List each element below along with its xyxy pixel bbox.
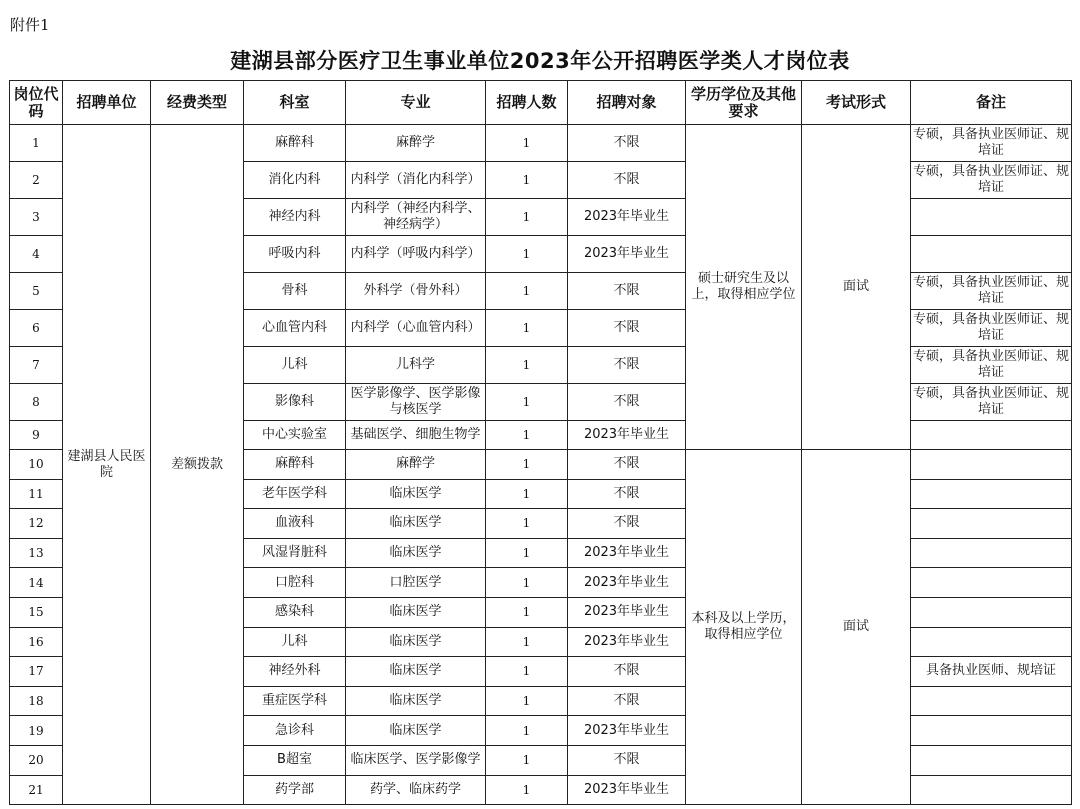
cell-major: 儿科学 [346,347,486,384]
cell-dept: 呼吸内科 [244,236,346,273]
header-note: 备注 [911,81,1072,125]
cell-code: 1 [10,125,63,162]
cell-major: 临床医学 [346,716,486,746]
cell-major: 临床医学、医学影像学 [346,745,486,775]
cell-count: 1 [486,597,568,627]
cell-code: 4 [10,236,63,273]
cell-count: 1 [486,657,568,687]
cell-exam-group2: 面试 [802,450,911,805]
cell-code: 11 [10,479,63,509]
cell-count: 1 [486,745,568,775]
cell-target: 2023年毕业生 [568,627,686,657]
cell-major: 口腔医学 [346,568,486,598]
cell-note [911,236,1072,273]
cell-dept: 重症医学科 [244,686,346,716]
cell-major: 外科学（骨外科） [346,273,486,310]
attachment-label: 附件1 [10,16,50,34]
cell-code: 15 [10,597,63,627]
cell-note [911,627,1072,657]
cell-target: 不限 [568,162,686,199]
cell-count: 1 [486,199,568,236]
cell-target: 不限 [568,686,686,716]
cell-count: 1 [486,347,568,384]
cell-note [911,479,1072,509]
cell-code: 14 [10,568,63,598]
cell-dept: 心血管内科 [244,310,346,347]
cell-edu-group1: 硕士研究生及以上，取得相应学位 [686,125,802,450]
cell-major: 麻醉学 [346,125,486,162]
cell-target: 2023年毕业生 [568,236,686,273]
cell-code: 9 [10,421,63,450]
header-dept: 科室 [244,81,346,125]
cell-note: 具备执业医师、规培证 [911,657,1072,687]
cell-target: 2023年毕业生 [568,716,686,746]
cell-target: 不限 [568,310,686,347]
cell-target: 不限 [568,745,686,775]
cell-note [911,199,1072,236]
cell-edu-group2: 本科及以上学历，取得相应学位 [686,450,802,805]
cell-count: 1 [486,716,568,746]
cell-count: 1 [486,686,568,716]
cell-dept: 老年医学科 [244,479,346,509]
cell-target: 2023年毕业生 [568,199,686,236]
cell-target: 不限 [568,657,686,687]
cell-dept: 神经外科 [244,657,346,687]
cell-code: 6 [10,310,63,347]
cell-note [911,450,1072,480]
cell-code: 19 [10,716,63,746]
cell-target: 不限 [568,125,686,162]
cell-exam-group1: 面试 [802,125,911,450]
cell-count: 1 [486,421,568,450]
cell-dept: 口腔科 [244,568,346,598]
cell-code: 12 [10,509,63,539]
cell-major: 医学影像学、医学影像与核医学 [346,384,486,421]
cell-code: 21 [10,775,63,805]
cell-note [911,597,1072,627]
page-title: 建湖县部分医疗卫生事业单位2023年公开招聘医学类人才岗位表 [230,49,850,73]
cell-note [911,686,1072,716]
recruitment-table [9,80,1072,805]
header-unit: 招聘单位 [63,81,151,125]
cell-count: 1 [486,162,568,199]
cell-count: 1 [486,509,568,539]
header-edu: 学历学位及其他要求 [686,81,802,125]
cell-major: 内科学（神经内科学、神经病学） [346,199,486,236]
cell-major: 临床医学 [346,479,486,509]
cell-dept: 儿科 [244,627,346,657]
cell-funding: 差额拨款 [151,125,244,805]
cell-note: 专硕，具备执业医师证、规培证 [911,384,1072,421]
cell-count: 1 [486,627,568,657]
cell-dept: 中心实验室 [244,421,346,450]
cell-count: 1 [486,775,568,805]
cell-dept: 感染科 [244,597,346,627]
cell-target: 不限 [568,509,686,539]
header-count: 招聘人数 [486,81,568,125]
cell-major: 临床医学 [346,657,486,687]
cell-code: 8 [10,384,63,421]
cell-count: 1 [486,538,568,568]
cell-dept: 急诊科 [244,716,346,746]
cell-code: 2 [10,162,63,199]
cell-note [911,745,1072,775]
cell-note: 专硕，具备执业医师证、规培证 [911,273,1072,310]
cell-target: 不限 [568,273,686,310]
cell-target: 2023年毕业生 [568,568,686,598]
cell-dept: 消化内科 [244,162,346,199]
cell-code: 17 [10,657,63,687]
header-major: 专业 [346,81,486,125]
cell-note [911,716,1072,746]
cell-count: 1 [486,236,568,273]
cell-note [911,509,1072,539]
cell-major: 内科学（呼吸内科学） [346,236,486,273]
header-code: 岗位代码 [10,81,63,125]
cell-note [911,775,1072,805]
cell-dept: 影像科 [244,384,346,421]
cell-note: 专硕，具备执业医师证、规培证 [911,162,1072,199]
cell-note [911,568,1072,598]
cell-dept: 麻醉科 [244,125,346,162]
cell-count: 1 [486,125,568,162]
cell-major: 临床医学 [346,686,486,716]
cell-count: 1 [486,310,568,347]
cell-target: 不限 [568,450,686,480]
cell-note: 专硕，具备执业医师证、规培证 [911,347,1072,384]
cell-target: 2023年毕业生 [568,421,686,450]
header-funding: 经费类型 [151,81,244,125]
cell-code: 13 [10,538,63,568]
cell-dept: 药学部 [244,775,346,805]
cell-dept: 儿科 [244,347,346,384]
cell-count: 1 [486,450,568,480]
cell-major: 临床医学 [346,627,486,657]
header-exam: 考试形式 [802,81,911,125]
cell-dept: 麻醉科 [244,450,346,480]
header-row [10,81,1072,125]
cell-note [911,421,1072,450]
cell-dept: 神经内科 [244,199,346,236]
cell-code: 5 [10,273,63,310]
cell-code: 18 [10,686,63,716]
cell-dept: B超室 [244,745,346,775]
cell-dept: 风湿肾脏科 [244,538,346,568]
cell-note: 专硕，具备执业医师证、规培证 [911,310,1072,347]
table-row [10,125,1072,162]
cell-target: 不限 [568,347,686,384]
cell-count: 1 [486,273,568,310]
cell-major: 基础医学、细胞生物学 [346,421,486,450]
cell-target: 2023年毕业生 [568,775,686,805]
cell-unit: 建湖县人民医院 [63,125,151,805]
cell-code: 10 [10,450,63,480]
cell-code: 3 [10,199,63,236]
cell-major: 内科学（消化内科学） [346,162,486,199]
cell-dept: 血液科 [244,509,346,539]
cell-note: 专硕，具备执业医师证、规培证 [911,125,1072,162]
cell-major: 麻醉学 [346,450,486,480]
cell-target: 不限 [568,384,686,421]
cell-code: 16 [10,627,63,657]
cell-note [911,538,1072,568]
cell-count: 1 [486,384,568,421]
cell-code: 7 [10,347,63,384]
cell-count: 1 [486,479,568,509]
cell-major: 临床医学 [346,538,486,568]
cell-major: 药学、临床药学 [346,775,486,805]
cell-target: 2023年毕业生 [568,597,686,627]
cell-major: 临床医学 [346,509,486,539]
cell-target: 不限 [568,479,686,509]
cell-dept: 骨科 [244,273,346,310]
header-target: 招聘对象 [568,81,686,125]
cell-major: 内科学（心血管内科） [346,310,486,347]
cell-code: 20 [10,745,63,775]
cell-major: 临床医学 [346,597,486,627]
cell-target: 2023年毕业生 [568,538,686,568]
cell-count: 1 [486,568,568,598]
